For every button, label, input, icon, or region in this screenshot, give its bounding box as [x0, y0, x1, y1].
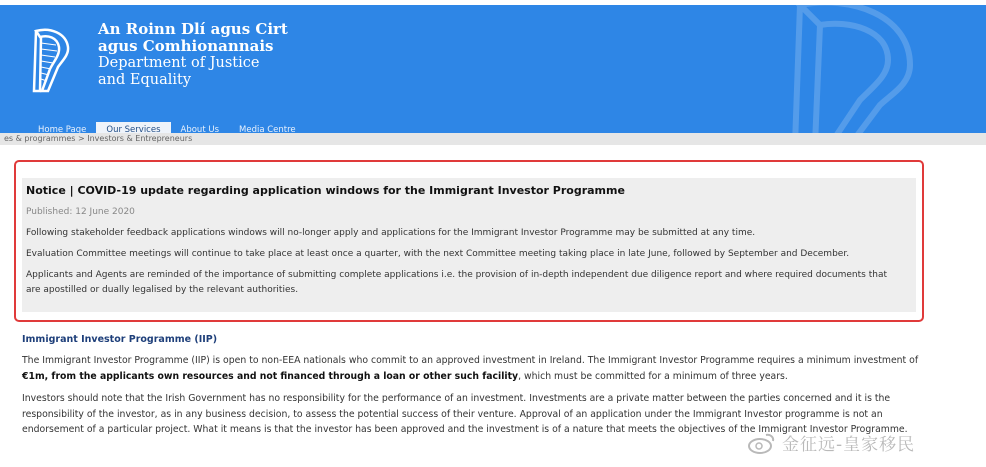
covid-notice-box	[14, 160, 924, 322]
harp-logo-icon[interactable]	[26, 25, 72, 97]
main-nav	[28, 122, 306, 133]
iip-paragraph-2: Investors should note that the Irish Government has no responsibility for the performance of an investment. Investments are a private matter between the parties concerned and it is the responsibility of the investor, as in any business decision, to assess the potential success of their venture. Approval of an application under the Immigrant Investor programme is not an endorsement of a particular project. What it means is that the investor has been approved and the investment is of a nature that meets the objectives of the Immigrant Investor Programme.	[22, 393, 908, 435]
iip-p1-bold: €1m, from the applicants own resources and not financed through a loan or other such facility	[22, 370, 519, 382]
iip-p1-text-a: The Immigrant Investor Programme (IIP) is open to non-EEA nationals who commit to an approved investment in Ireland. The Immigrant Investor Programme requires a minimum investment of	[22, 355, 919, 366]
notice-title: Notice | COVID-19 update regarding application windows for the Immigrant Investor Programme	[26, 184, 625, 197]
iip-p1-text-b: , which must be committed for a minimum of three years.	[518, 370, 788, 382]
harp-watermark-icon	[770, 5, 920, 133]
notice-published-date: Published: 12 June 2020	[26, 207, 135, 217]
nav-about-us[interactable]: About Us	[180, 125, 219, 133]
section-title: Immigrant Investor Programme (IIP)	[22, 334, 218, 345]
site-header	[0, 5, 986, 133]
dept-irish-line1: An Roinn Dlí agus Cirt	[98, 20, 288, 38]
department-name[interactable]	[98, 21, 288, 89]
breadcrumb[interactable]: es & programmes > Investors & Entrepreneurs	[0, 133, 986, 145]
nav-our-services[interactable]: Our Services	[96, 122, 170, 133]
watermark-text: 金征远-皇家移民	[782, 435, 916, 455]
notice-paragraph-3: Applicants and Agents are reminded of the importance of submitting complete applications i.e. the provision of in-depth independent due diligence report and where required documents that are apostilled or dually legalised by the relevant authorities.	[26, 270, 887, 295]
dept-english-line2: and Equality	[98, 72, 192, 88]
dept-irish-line2: agus Comhionannais	[98, 37, 274, 55]
nav-home-page[interactable]: Home Page	[38, 125, 87, 133]
dept-english-line1: Department of Justice	[98, 55, 260, 71]
notice-paragraph-1: Following stakeholder feedback applications windows will no-longer apply and applications for the Immigrant Investor Programme may be submitted at any time.	[26, 228, 756, 238]
iip-paragraph-1	[22, 353, 922, 384]
nav-media-centre[interactable]: Media Centre	[239, 125, 296, 133]
notice-paragraph-2: Evaluation Committee meetings will continue to take place at least once a quarter, with the next Committee meeting taking place in late June, followed by September and December.	[26, 249, 850, 259]
watermark	[748, 430, 915, 455]
weibo-icon	[748, 431, 776, 455]
